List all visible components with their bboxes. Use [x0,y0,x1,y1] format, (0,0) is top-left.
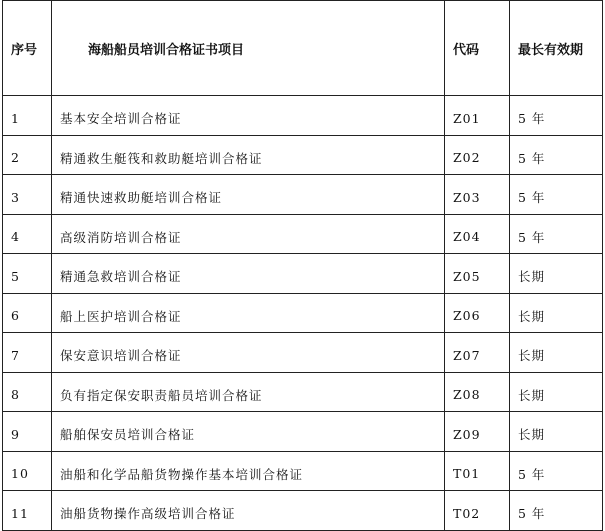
cell-code: Z03 [445,175,510,215]
cell-code: Z05 [445,254,510,294]
table-row [3,214,603,254]
cell-name: 保安意识培训合格证 [52,333,445,373]
cell-code: T02 [445,491,510,531]
table-row [3,451,603,491]
table-row [3,175,603,215]
table-row [3,96,603,136]
cell-no: 1 [3,96,52,136]
cell-code: Z06 [445,293,510,333]
cell-duration: 5 年 [510,491,603,531]
cell-name: 油船和化学品船货物操作基本培训合格证 [52,451,445,491]
cell-duration: 长期 [510,254,603,294]
header-duration: 最长有效期 [510,1,603,96]
cell-no: 9 [3,412,52,452]
header-no: 序号 [3,1,52,96]
table-row [3,333,603,373]
cell-no: 10 [3,451,52,491]
cell-no: 8 [3,372,52,412]
cell-name: 船舶保安员培训合格证 [52,412,445,452]
table-row [3,254,603,294]
table-header-row [3,1,603,96]
cell-name: 精通急救培训合格证 [52,254,445,294]
cell-name: 精通快速救助艇培训合格证 [52,175,445,215]
cell-no: 5 [3,254,52,294]
cell-no: 11 [3,491,52,531]
cell-name: 精通救生艇筏和救助艇培训合格证 [52,135,445,175]
cell-code: Z08 [445,372,510,412]
cell-duration: 长期 [510,412,603,452]
cell-code: Z07 [445,333,510,373]
cell-code: T01 [445,451,510,491]
table-row [3,372,603,412]
cell-code: Z01 [445,96,510,136]
cell-name: 船上医护培训合格证 [52,293,445,333]
header-name: 海船船员培训合格证书项目 [52,1,445,96]
cell-duration: 5 年 [510,96,603,136]
cell-code: Z04 [445,214,510,254]
cell-code: Z02 [445,135,510,175]
cell-duration: 5 年 [510,135,603,175]
table-row [3,491,603,531]
cell-name: 负有指定保安职责船员培训合格证 [52,372,445,412]
cell-duration: 长期 [510,293,603,333]
cell-duration: 长期 [510,333,603,373]
table-row [3,412,603,452]
cell-duration: 5 年 [510,451,603,491]
cell-name: 油船货物操作高级培训合格证 [52,491,445,531]
cell-name: 高级消防培训合格证 [52,214,445,254]
table-row [3,135,603,175]
cell-duration: 5 年 [510,175,603,215]
cell-no: 3 [3,175,52,215]
cell-duration: 5 年 [510,214,603,254]
table-row [3,293,603,333]
cell-no: 4 [3,214,52,254]
cell-no: 6 [3,293,52,333]
cell-code: Z09 [445,412,510,452]
cell-duration: 长期 [510,372,603,412]
cell-no: 7 [3,333,52,373]
cell-name: 基本安全培训合格证 [52,96,445,136]
header-code: 代码 [445,1,510,96]
certificate-table [2,0,603,531]
cell-no: 2 [3,135,52,175]
